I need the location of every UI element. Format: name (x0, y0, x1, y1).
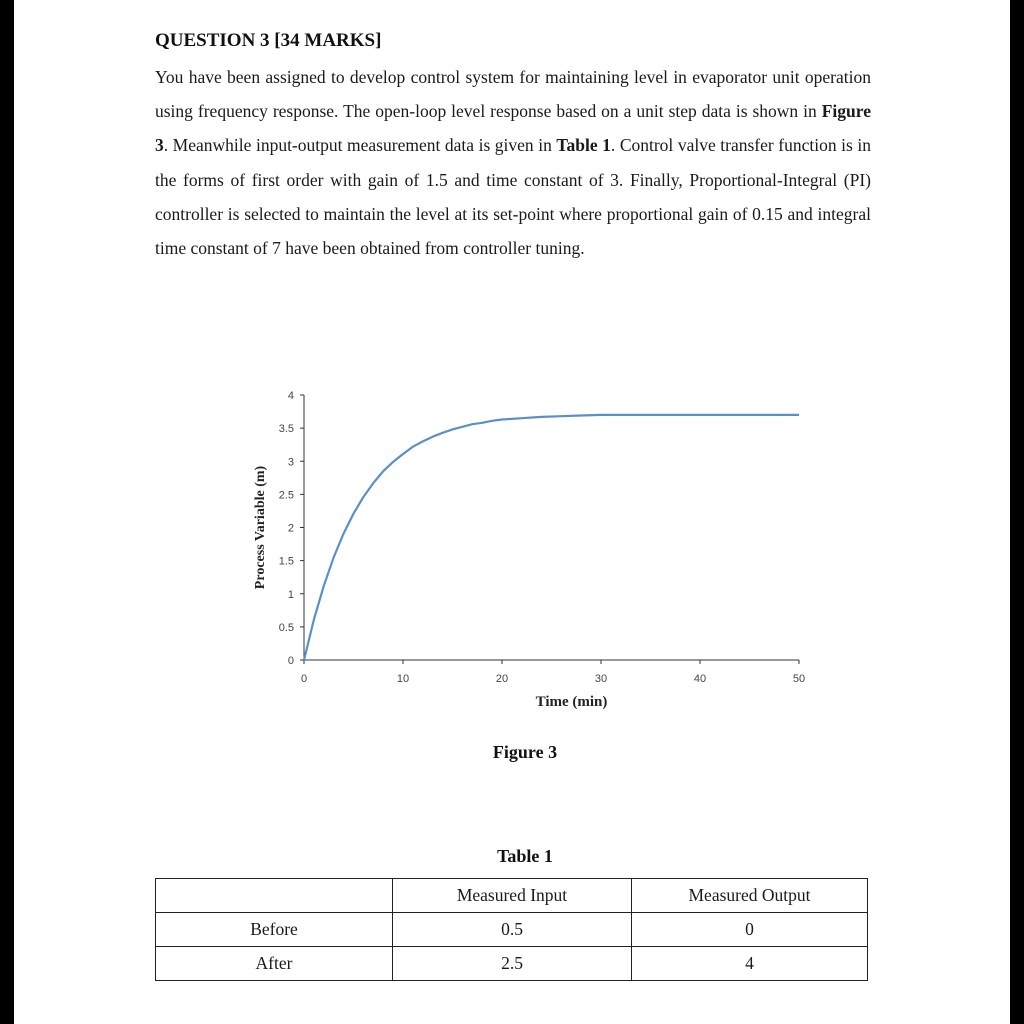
question-text-1: You have been assigned to develop control system for maintaining level in evaporator unit operation using frequency response. The open-loop level response based on a unit step data is shown in (155, 67, 871, 122)
figure-reference: Figure 3 (155, 101, 871, 156)
series-line (304, 415, 799, 660)
question-paragraph (155, 60, 871, 265)
y-axis-label: Process Variable (m) (253, 465, 268, 590)
table-cell: 2.5 (393, 947, 632, 981)
y-tick-label: 1 (287, 588, 294, 601)
table-header-cell: Measured Input (393, 879, 632, 913)
y-tick-label: 2.5 (278, 489, 294, 502)
y-tick-label: 3 (287, 456, 294, 469)
table-header-row (156, 879, 868, 913)
table-header-cell (156, 879, 393, 913)
chart-svg (234, 375, 814, 725)
x-axis-label: Time (min) (535, 694, 608, 710)
table-row (156, 913, 868, 947)
x-tick-label: 40 (693, 673, 707, 685)
x-tick-label: 10 (396, 673, 410, 685)
document-page (14, 0, 1010, 1024)
table-row (156, 947, 868, 981)
figure-caption: Figure 3 (492, 742, 558, 762)
y-tick-label: 0 (287, 655, 294, 667)
question-text-2: . Meanwhile input-output measurement data is given in (163, 135, 557, 156)
question-text-3: . Control valve transfer function is in the forms of first order with gain of 1.5 and time constant of 3. Finally, Proportional-Integral (PI) controller is selected to maintain the level at its set-point where proportional gain of 0.15 and integral time constant of 7 have been obtained from controller tuning. (155, 135, 871, 259)
x-tick-label: 0 (300, 673, 308, 685)
figure-3-chart (234, 375, 814, 725)
y-tick-label: 0.5 (278, 621, 294, 634)
y-tick-label: 3.5 (278, 423, 294, 436)
table-cell: 4 (632, 947, 868, 981)
table-1 (155, 878, 868, 981)
table-header-cell: Measured Output (632, 879, 868, 913)
y-tick-label: 1.5 (278, 555, 294, 568)
table-caption: Table 1 (497, 846, 553, 866)
y-tick-label: 2 (287, 522, 294, 535)
x-tick-label: 30 (594, 673, 608, 685)
table-cell: 0 (632, 913, 868, 947)
question-block (155, 30, 871, 265)
question-title: QUESTION 3 [34 MARKS] (155, 30, 382, 51)
table-cell: After (156, 947, 393, 981)
table-cell: 0.5 (393, 913, 632, 947)
x-tick-label: 50 (792, 673, 806, 685)
y-tick-label: 4 (287, 390, 294, 402)
x-tick-label: 20 (495, 673, 509, 685)
table-reference: Table 1 (556, 135, 611, 156)
table-cell: Before (156, 913, 393, 947)
